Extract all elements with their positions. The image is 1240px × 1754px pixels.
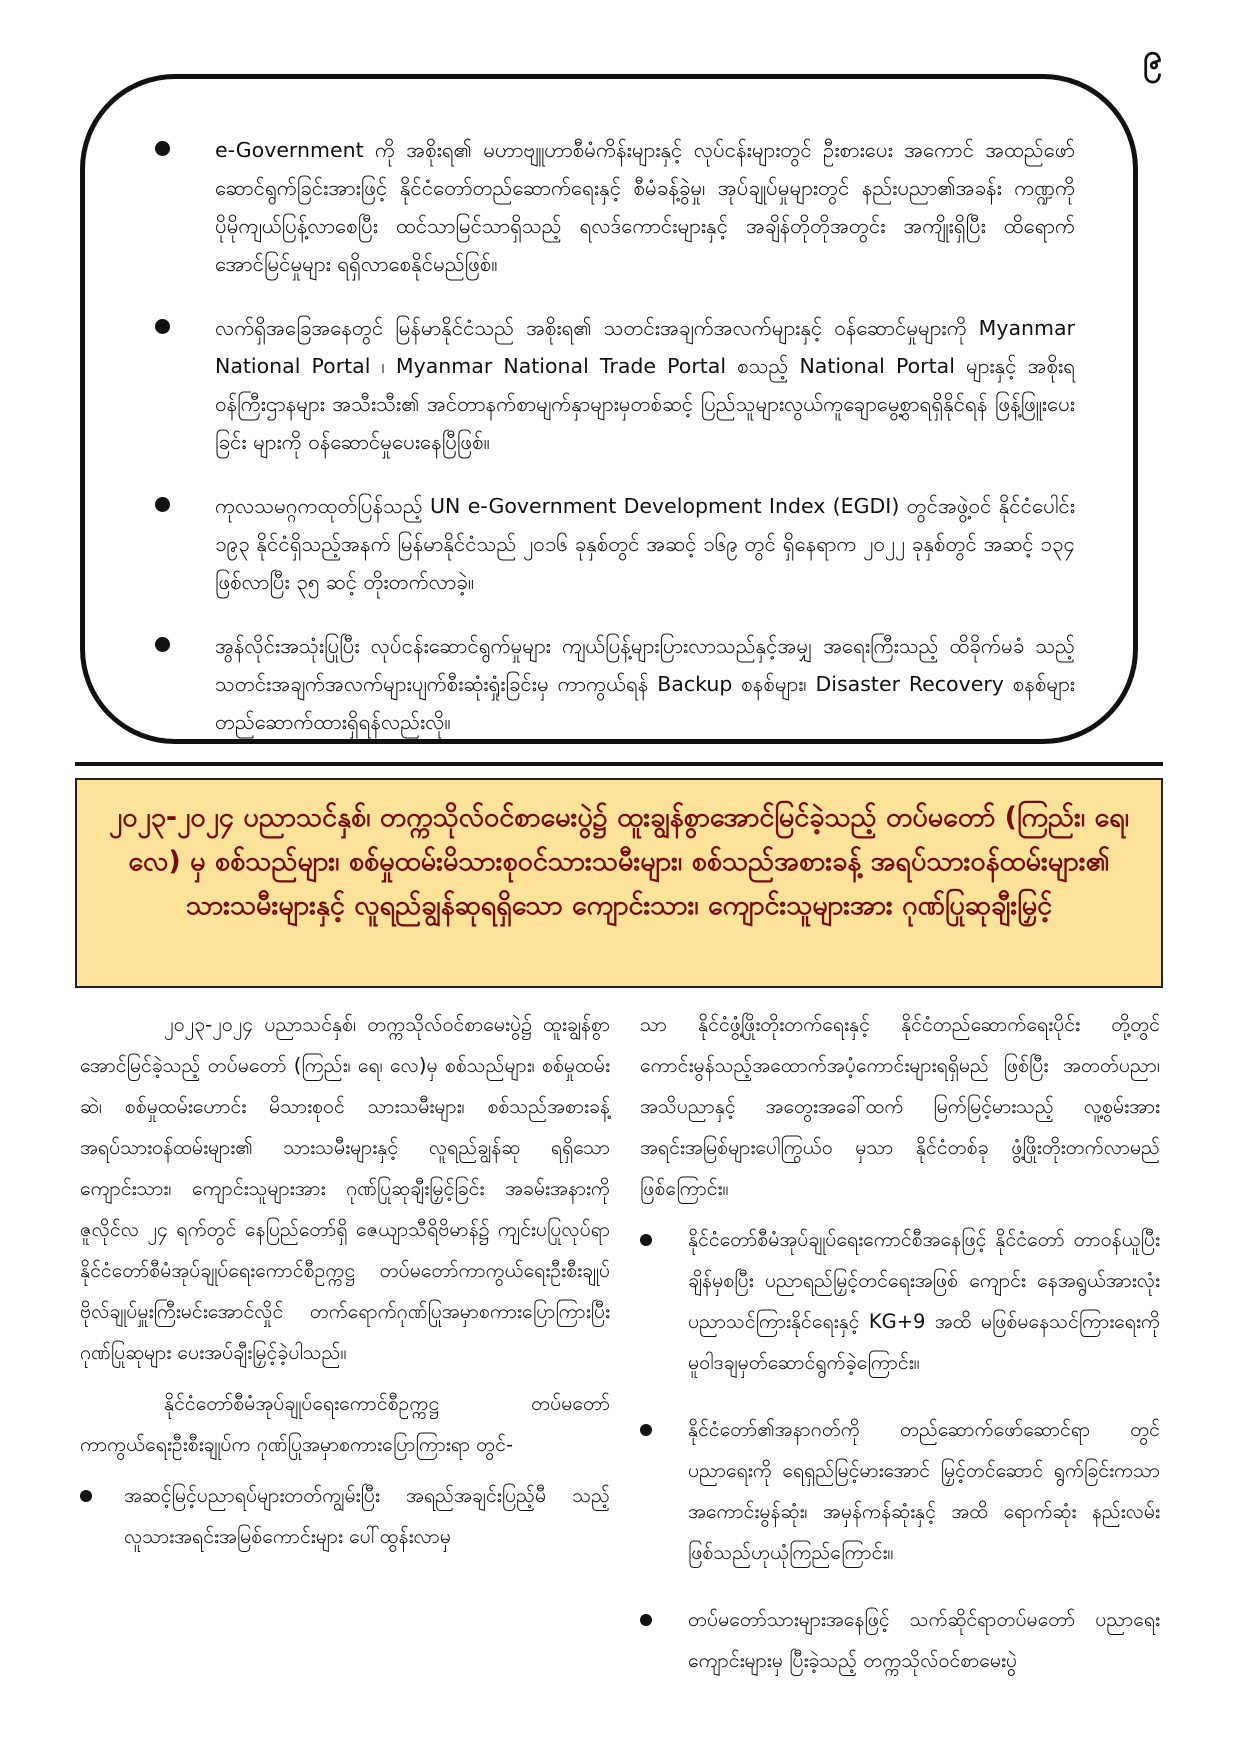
left-column — [80, 1004, 610, 1583]
summary-item-text: အွန်လိုင်းအသုံးပြုပြီး လုပ်ငန်းဆောင်ရွက်မှုများ ကျယ်ပြန့်များပြားလာသည်နှင့်အမျှ အရေးကြီးသည့် ထိခိုက်မခံ သည့် သတင်းအချက်အလက်များပျက်စီးဆုံးရှုံးခြင်းမှ ကာကွယ်ရန် Backup စနစ်များ၊ Disaster Recovery စနစ်များ တည်ဆောက်ထားရှိရန်လည်းလို။ — [215, 634, 1075, 734]
bullet-icon — [640, 1424, 652, 1436]
body-paragraph: သာ နိုင်ငံဖွံ့ဖြိုးတိုးတက်ရေးနှင့် နိုင်ငံတည်ဆောက်ရေးပိုင်း တို့တွင် ကောင်းမွန်သည့်အထောက်အပံ့ကောင်းများရရှိမည် ဖြစ်ပြီး အတတ်ပညာ၊ အသိပညာနှင့် အတွေးအခေါ်ထက် မြက်မြင့်မားသည့် လူ့စွမ်းအားအရင်းအမြစ်များပေါကြွယ်ဝ မှသာ နိုင်ငံတစ်ခု ဖွံ့ဖြိုးတိုးတက်လာမည်ဖြစ်ကြောင်း။ — [640, 1013, 1160, 1200]
section-divider — [75, 762, 1163, 766]
headline-text: ၂၀၂၃-၂၀၂၄ ပညာသင်နှစ်၊ တက္ကသိုလ်ဝင်စာမေးပွဲ၌ ထူးချွန်စွာအောင်မြင်ခဲ့သည့် တပ်မတော် (ကြည်း၊ ရေ၊ လေ) မှ စစ်သည်များ၊ စစ်မှုထမ်းမိသားစုဝင်သားသမီးများ၊ စစ်သည်အစားခန့် အရပ်သားဝန်ထမ်းများ၏ သားသမီးများနှင့် လူရည်ချွန်ဆုရရှိသော ကျောင်းသား၊ ကျောင်းသူများအား ဂုဏ်ပြုဆုချီးမြှင့် — [109, 802, 1129, 921]
body-paragraph: နိုင်ငံတော်စီမံအုပ်ချုပ်ရေးကောင်စီဥက္ကဋ္ဌ တပ်မတော် ကာကွယ်ရေးဦးစီးချုပ်က ဂုဏ်ပြုအမှာစကားပြောကြားရာ တွင်- — [80, 1392, 610, 1456]
summary-item-text: ကုလသမဂ္ဂကထုတ်ပြန်သည့် UN e-Government Development Index (EGDI) တွင်အဖွဲ့ဝင် နိုင်ငံပေါင်း ၁၉၃ နိုင်ငံရှိသည့်အနက် မြန်မာနိုင်ငံသည် ၂၀၁၆ ခုနှစ်တွင် အဆင့် ၁၆၉ တွင် ရှိနေရာက ၂၀၂၂ ခုနှစ်တွင် အဆင့် ၁၃၄ ဖြစ်လာပြီး ၃၅ ဆင့် တိုးတက်လာခဲ့။ — [215, 494, 1075, 594]
bullet-icon — [155, 497, 170, 512]
summary-item — [155, 487, 1075, 601]
list-item-text: အဆင့်မြင့်ပညာရပ်များတတ်ကျွမ်းပြီး အရည်အချင်းပြည့်မီ သည့် လူသားအရင်းအမြစ်ကောင်းများ ပေါ်ထွန်းလာမှ — [124, 1484, 610, 1548]
bullet-icon — [155, 637, 170, 652]
summary-box — [80, 74, 1138, 744]
summary-item-text: e-Government ကို အစိုးရ၏ မဟာဗျူဟာစီမံကိန်းများနှင့် လုပ်ငန်းများတွင် ဦးစားပေး အကောင် အထည်ဖော် ဆောင်ရွက်ခြင်းအားဖြင့် နိုင်ငံတော်တည်ဆောက်ရေးနှင့် စီမံခန့်ခွဲမှု၊ အုပ်ချုပ်မှုများတွင် နည်းပညာ၏အခန်း ကဏ္ဍကို ပိုမိုကျယ်ပြန့်လာစေပြီး ထင်သာမြင်သာရှိသည့် ရလဒ်ကောင်းများနှင့် အချိန်တိုတိုအတွင်း အကျိုးရှိပြီး ထိရောက်အောင်မြင်မှုများ ရရှိလာစေနိုင်မည်ဖြစ်။ — [215, 138, 1075, 276]
bullet-icon — [640, 1614, 652, 1626]
list-item — [80, 1475, 610, 1557]
summary-item — [155, 627, 1075, 741]
list-item — [640, 1219, 1160, 1383]
list-item-text: နိုင်ငံတော်၏အနာဂတ်ကို တည်ဆောက်ဖော်ဆောင်ရာ တွင် ပညာရေးကို ရေရှည်မြင့်မားအောင် မြှင့်တင်ဆောင် ရွက်ခြင်းကသာ အကောင်းမွန်ဆုံး၊ အမှန်ကန်ဆုံးနှင့် အထိ ရောက်ဆုံး နည်းလမ်းဖြစ်သည်ဟုယုံကြည်ကြောင်း။ — [688, 1418, 1160, 1564]
summary-item — [155, 131, 1075, 283]
body-paragraph: ၂၀၂၃-၂၀၂၄ ပညာသင်နှစ်၊ တက္ကသိုလ်ဝင်စာမေးပွဲ၌ ထူးချွန်စွာအောင်မြင်ခဲ့သည့် တပ်မတော် (ကြည်း၊ ရေ၊ လေ)မှ စစ်သည်များ၊ စစ်မှုထမ်းဆဲ၊ စစ်မှုထမ်းဟောင်း မိသားစုဝင် သားသမီးများ၊ စစ်သည်အစားခန့်အရပ်သားဝန်ထမ်းများ၏ သားသမီးများနှင့် လူရည်ချွန်ဆု ရရှိသော ကျောင်းသား၊ ကျောင်းသူများအား ဂုဏ်ပြုဆုချီးမြှင့်ခြင်း အခမ်းအနားကို ဇူလိုင်လ ၂၄ ရက်တွင် နေပြည်တော်ရှိ ဇေယျာသီရိဗိမာန်၌ ကျင်းပပြုလုပ်ရာ နိုင်ငံတော်စီမံအုပ်ချုပ်ရေးကောင်စီဥက္ကဋ္ဌ တပ်မတော်ကာကွယ်ရေးဦးစီးချုပ် ဗိုလ်ချုပ်မှူးကြီးမင်းအောင်လှိုင် တက်ရောက်ဂုဏ်ပြုအမှာစကားပြောကြားပြီး ဂုဏ်ပြုဆုများ ပေးအပ်ချီးမြှင့်ခဲ့ပါသည်။ — [80, 1013, 610, 1364]
list-item — [640, 1599, 1160, 1681]
bullet-icon — [155, 141, 170, 156]
page-number: ၉ — [1142, 37, 1162, 77]
right-column — [640, 1004, 1160, 1707]
bullet-icon — [80, 1490, 92, 1502]
list-item-text: နိုင်ငံတော်စီမံအုပ်ချုပ်ရေးကောင်စီအနေဖြင့် နိုင်ငံတော် တာဝန်ယူပြီးချိန်မှစပြီး ပညာရည်မြှင့်တင်ရေးအဖြစ် ကျောင်း နေအရွယ်အားလုံး ပညာသင်ကြားနိုင်ရေးနှင့် KG+9 အထိ မဖြစ်မနေသင်ကြားရေးကို မူဝါဒချမှတ်ဆောင်ရွက်ခဲ့ကြောင်း။ — [688, 1228, 1160, 1374]
summary-item — [155, 309, 1075, 461]
bullet-icon — [155, 319, 170, 334]
bullet-icon — [640, 1234, 652, 1246]
headline-box — [75, 778, 1163, 988]
summary-item-text: လက်ရှိအခြေအနေတွင် မြန်မာနိုင်ငံသည် အစိုးရ၏ သတင်းအချက်အလက်များနှင့် ဝန်ဆောင်မှုများကို Myanmar National Portal ၊ Myanmar National Trade Portal စသည့် National Portal များနှင့် အစိုးရဝန်ကြီးဌာနများ အသီးသီး၏ အင်တာနက်စာမျက်နှာများမှတစ်ဆင့် ပြည်သူများလွယ်ကူချောမွေ့စွာရရှိနိုင်ရန် ဖြန့်ဖြူးပေးခြင်း များကို ဝန်ဆောင်မှုပေးနေပြီဖြစ်။ — [215, 316, 1075, 454]
list-item-text: တပ်မတော်သားများအနေဖြင့် သက်ဆိုင်ရာတပ်မတော် ပညာရေးကျောင်းများမှ ပြီးခဲ့သည့် တက္ကသိုလ်ဝင်စာမေးပွဲ — [688, 1608, 1160, 1672]
list-item — [640, 1409, 1160, 1573]
